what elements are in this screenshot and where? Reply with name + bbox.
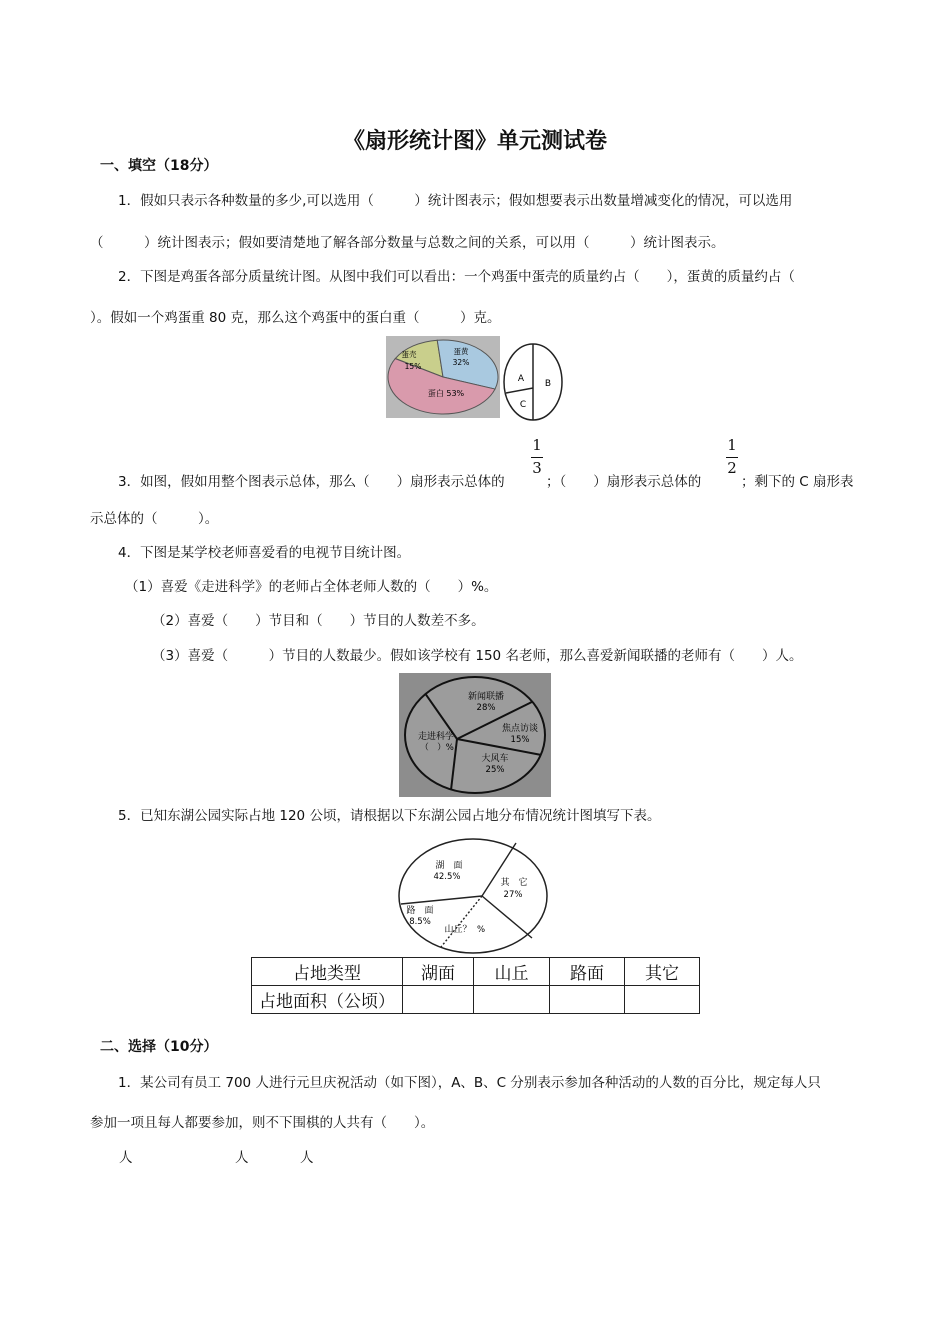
tv-value-science: （ ）% xyxy=(420,743,454,753)
q3-part1: 3．如图，假如用整个图表示总体，那么（ ）扇形表示总体的 xyxy=(118,474,505,490)
park-value-other: 27% xyxy=(503,890,523,900)
s2-q1-line2: 参加一项且每人都要参加，则不下围棋的人共有（ ）。 xyxy=(90,1115,435,1131)
q2-line1: 2．下图是鸡蛋各部分质量统计图。从图中我们可以看出：一个鸡蛋中蛋壳的质量约占（ ），蛋黄的质量约占（ xyxy=(118,269,795,285)
q4-sub1: （1）喜爱《走进科学》的老师占全体老师人数的（ ）%。 xyxy=(125,579,498,595)
egg-value-shell: 15% xyxy=(404,362,422,371)
q1-line2: （ ）统计图表示；假如要清楚地了解各部分数量与总数之间的关系，可以用（ ）统计图表示。 xyxy=(90,235,725,251)
s2-q1-option-a[interactable]: 人 xyxy=(119,1150,133,1166)
table-cell-lake-area[interactable] xyxy=(403,986,474,1014)
q2-line2: ）。假如一个鸡蛋重 80 克，那么这个鸡蛋中的蛋白重（ ）克。 xyxy=(90,310,501,326)
q5-text: 5．已知东湖公园实际占地 120 公顷，请根据以下东湖公园占地分布情况统计图填写下表。 xyxy=(118,808,661,824)
table-cell-road-area[interactable] xyxy=(550,986,625,1014)
egg-label-yolk: 蛋黄 xyxy=(453,347,469,356)
s2-q1-option-c[interactable]: 人 xyxy=(300,1150,314,1166)
egg-value-yolk: 32% xyxy=(452,358,470,367)
table-cell-hill-area[interactable] xyxy=(474,986,550,1014)
park-label-other: 其 它 xyxy=(500,878,528,888)
abc-circle-chart xyxy=(501,341,565,423)
park-label-hill: 山丘？ xyxy=(444,925,472,935)
park-label-lake: 湖 面 xyxy=(435,861,463,871)
table-row2-label: 占地面积（公顷） xyxy=(252,986,403,1014)
table-row xyxy=(252,986,700,1014)
table-header-hill: 山丘 xyxy=(474,958,550,986)
s2-q1-line1: 1．某公司有员工 700 人进行元旦庆祝活动（如下图），A、B、C 分别表示参加各种活动的人数的百分比，规定每人只 xyxy=(118,1075,821,1091)
page-title: 《扇形统计图》单元测试卷 xyxy=(342,128,607,154)
tv-value-windmill: 25% xyxy=(485,765,505,775)
park-land-pie-chart xyxy=(396,834,550,958)
fraction1-denominator: 3 xyxy=(532,459,542,477)
q4-sub2: （2）喜爱（ ）节目和（ ）节目的人数差不多。 xyxy=(152,613,485,629)
q3-part2: ；（ ）扇形表示总体的 xyxy=(546,474,702,490)
tv-value-news: 28% xyxy=(476,703,496,713)
fraction2-numerator: 1 xyxy=(727,436,737,454)
park-value-hill: % xyxy=(476,925,486,935)
park-label-road: 路 面 xyxy=(406,906,434,916)
egg-label-shell: 蛋壳 xyxy=(401,350,417,359)
table-header-road: 路面 xyxy=(550,958,625,986)
egg-pie-chart xyxy=(386,336,500,418)
park-value-lake: 42.5% xyxy=(433,872,461,882)
table-row xyxy=(252,958,700,986)
tv-label-science: 走进科学 xyxy=(417,732,455,742)
tv-label-news: 新闻联播 xyxy=(467,692,505,702)
tv-label-focus: 焦点访谈 xyxy=(501,724,539,734)
table-header-other: 其它 xyxy=(625,958,700,986)
fraction2-bar xyxy=(726,457,738,458)
abc-label-a: A xyxy=(517,374,525,384)
abc-label-b: B xyxy=(544,379,552,389)
section2-heading: 二、选择（10分） xyxy=(100,1039,218,1055)
q4-sub3: （3）喜爱（ ）节目的人数最少。假如该学校有 150 名老师，那么喜爱新闻联播的老师有（ ）人。 xyxy=(152,648,803,664)
table-header-lake: 湖面 xyxy=(403,958,474,986)
fraction2-denominator: 2 xyxy=(727,459,737,477)
q4-intro: 4．下图是某学校老师喜爱看的电视节目统计图。 xyxy=(118,545,411,561)
park-pie-outline xyxy=(399,839,547,953)
tv-label-windmill: 大风车 xyxy=(481,754,509,764)
q3-part3: ；剩下的 C 扇形表 xyxy=(741,474,854,490)
fraction1-numerator: 1 xyxy=(532,436,542,454)
egg-value-white: 蛋白 53% xyxy=(427,389,465,398)
tv-value-focus: 15% xyxy=(510,735,530,745)
fraction1-bar xyxy=(531,457,543,458)
abc-label-c: C xyxy=(519,400,527,410)
tv-program-pie-chart xyxy=(399,673,551,797)
s2-q1-option-b[interactable]: 人 xyxy=(235,1150,249,1166)
q1-line1: 1．假如只表示各种数量的多少,可以选用（ ）统计图表示；假如想要表示出数量增减变化的情况，可以选用 xyxy=(118,193,793,209)
land-use-table xyxy=(251,957,700,1014)
q3-line2: 示总体的（ ）。 xyxy=(90,511,219,527)
park-value-road: 8.5% xyxy=(409,917,431,927)
table-header-type: 占地类型 xyxy=(252,958,403,986)
section1-heading: 一、填空（18分） xyxy=(100,158,218,174)
table-cell-other-area[interactable] xyxy=(625,986,700,1014)
